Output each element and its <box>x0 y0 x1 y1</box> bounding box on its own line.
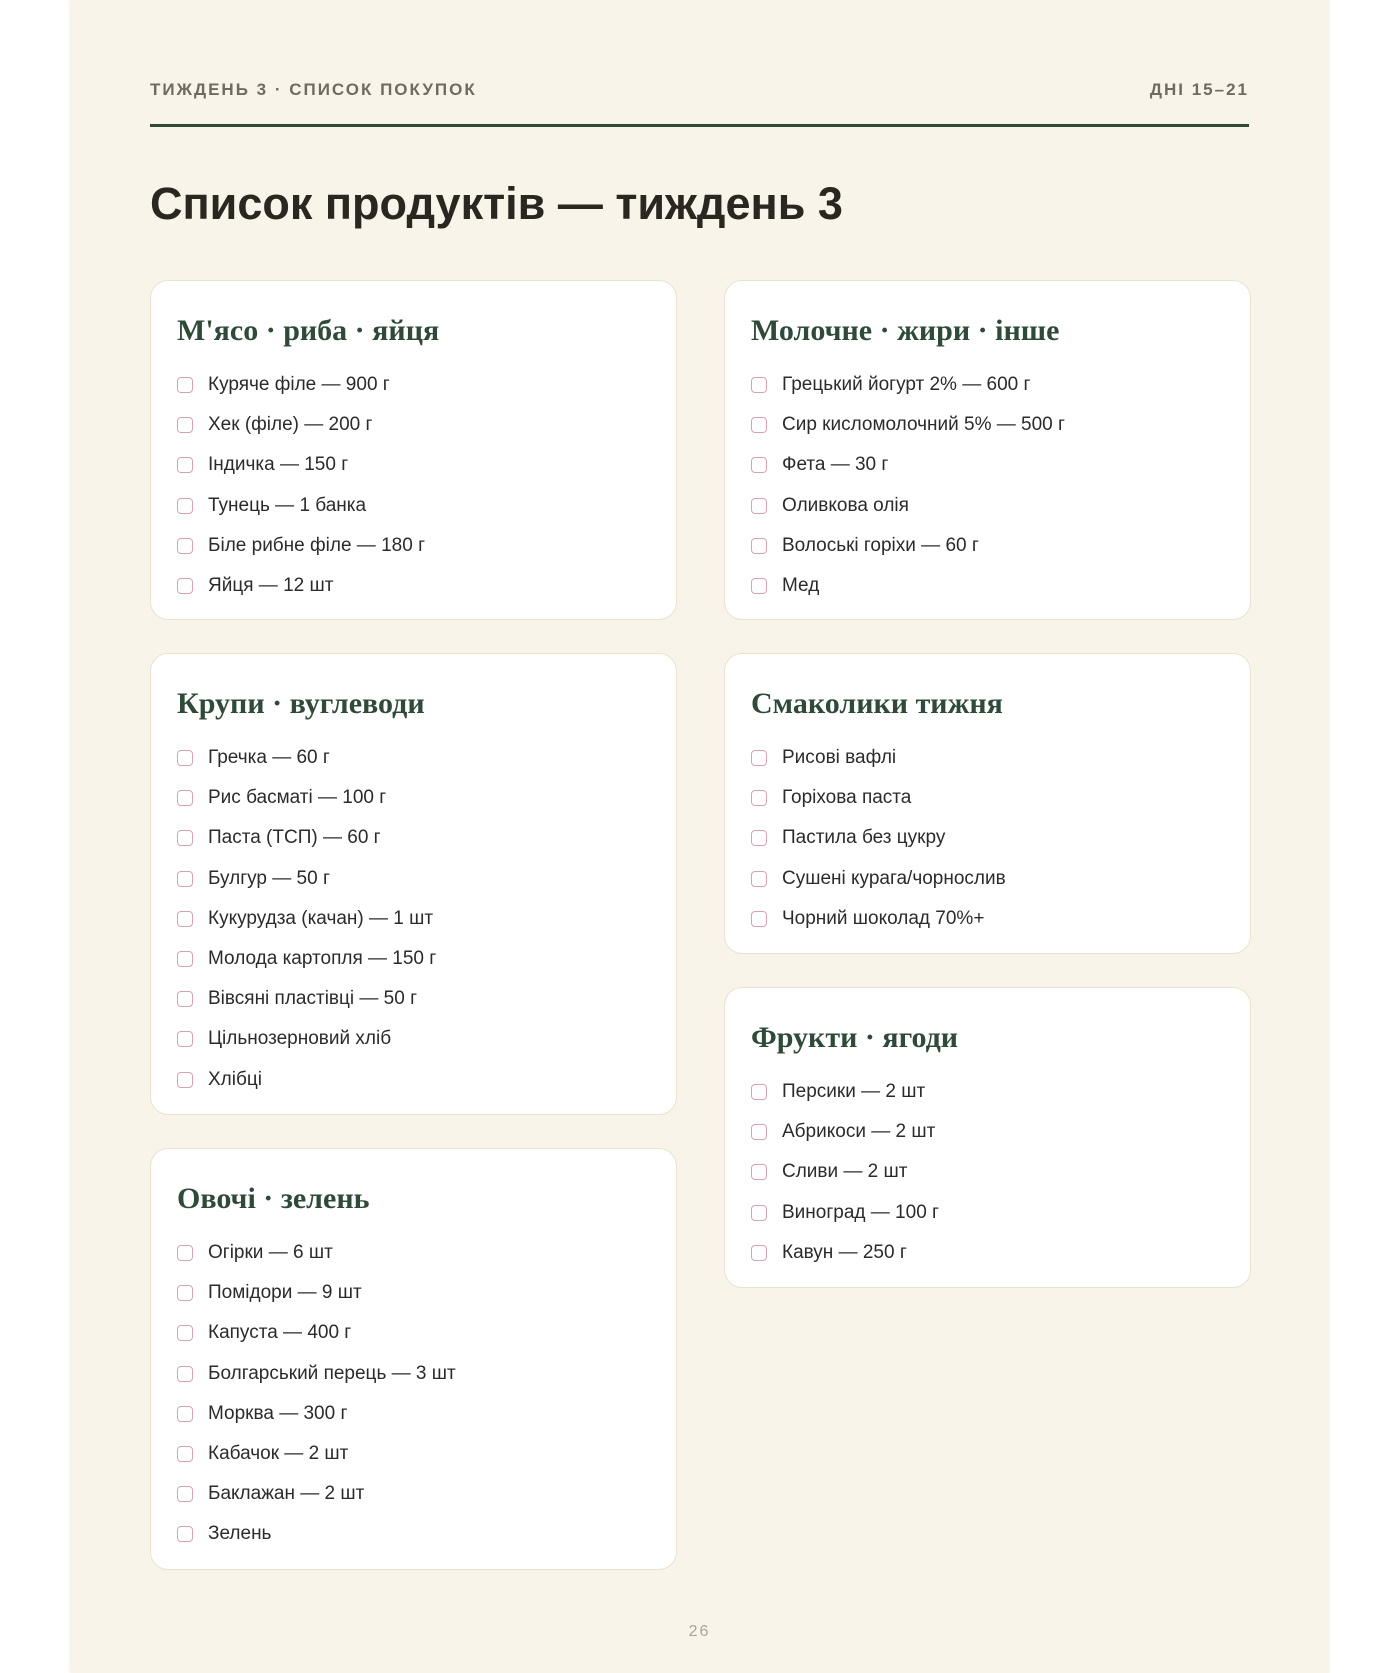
card-veg <box>150 1148 677 1570</box>
checklist-item[interactable] <box>751 1152 1224 1192</box>
item-label: Зелень <box>208 1523 272 1545</box>
item-label: Огірки — 6 шт <box>208 1242 333 1264</box>
item-label: Паста (ТСП) — 60 г <box>208 827 381 849</box>
checkbox[interactable] <box>751 417 767 433</box>
checkbox[interactable] <box>751 830 767 846</box>
header-rule <box>150 124 1249 127</box>
checklist-item[interactable] <box>177 526 650 566</box>
checkbox[interactable] <box>177 457 193 473</box>
checklist-item[interactable] <box>177 1354 650 1394</box>
checkbox[interactable] <box>177 871 193 887</box>
card-heading: Овочі · зелень <box>177 1182 370 1215</box>
checkbox[interactable] <box>751 578 767 594</box>
checklist-item[interactable] <box>177 566 650 606</box>
item-label: Яйця — 12 шт <box>208 575 334 597</box>
checklist-item[interactable] <box>751 738 1224 778</box>
checkbox[interactable] <box>177 498 193 514</box>
card-heading: М'ясо · риба · яйця <box>177 314 440 347</box>
checkbox[interactable] <box>177 1031 193 1047</box>
header-right: ДНІ 15–21 <box>1149 80 1249 99</box>
checklist-item[interactable] <box>751 445 1224 485</box>
checkbox[interactable] <box>177 951 193 967</box>
checklist-item[interactable] <box>177 778 650 818</box>
item-label: Болгарський перець — 3 шт <box>208 1362 456 1384</box>
item-label: Оливкова олія <box>782 494 909 516</box>
page-number: 26 <box>688 1623 711 1640</box>
checkbox[interactable] <box>177 1325 193 1341</box>
item-label: Помідори — 9 шт <box>208 1282 362 1304</box>
checkbox[interactable] <box>177 1406 193 1422</box>
item-label: Молода картопля — 150 г <box>208 948 437 970</box>
checklist-item[interactable] <box>177 1313 650 1353</box>
item-label: Вівсяні пластівці — 50 г <box>208 988 418 1010</box>
checkbox[interactable] <box>177 911 193 927</box>
checklist <box>177 1233 650 1555</box>
checkbox[interactable] <box>177 1285 193 1301</box>
item-label: Хлібці <box>208 1068 262 1090</box>
item-label: Хек (філе) — 200 г <box>208 414 373 436</box>
checklist-item[interactable] <box>751 1193 1224 1233</box>
checklist <box>751 1072 1224 1273</box>
checkbox[interactable] <box>177 830 193 846</box>
checklist-item[interactable] <box>177 1514 650 1554</box>
item-label: Біле рибне філе — 180 г <box>208 534 425 556</box>
document-page <box>70 0 1329 1673</box>
checklist-item[interactable] <box>751 365 1224 405</box>
item-label: Капуста — 400 г <box>208 1322 352 1344</box>
item-label: Грецький йогурт 2% — 600 г <box>782 374 1031 396</box>
checklist-item[interactable] <box>177 445 650 485</box>
checklist <box>751 365 1224 606</box>
page-title: Список продуктів — тиждень 3 <box>150 178 843 229</box>
checkbox[interactable] <box>751 498 767 514</box>
item-label: Кабачок — 2 шт <box>208 1443 349 1465</box>
item-label: Морква — 300 г <box>208 1402 348 1424</box>
checklist <box>177 365 650 606</box>
item-label: Абрикоси — 2 шт <box>782 1121 936 1143</box>
checklist-item[interactable] <box>177 1434 650 1474</box>
item-label: Цільнозерновий хліб <box>208 1028 392 1050</box>
checklist-item[interactable] <box>751 486 1224 526</box>
checkbox[interactable] <box>177 1245 193 1261</box>
checkbox[interactable] <box>177 578 193 594</box>
checkbox[interactable] <box>751 1124 767 1140</box>
checklist-item[interactable] <box>177 818 650 858</box>
checklist-item[interactable] <box>177 899 650 939</box>
item-label: Гречка — 60 г <box>208 747 330 769</box>
checkbox[interactable] <box>751 790 767 806</box>
checkbox[interactable] <box>751 871 767 887</box>
checklist-item[interactable] <box>177 1474 650 1514</box>
checklist-item[interactable] <box>177 1060 650 1100</box>
checklist-item[interactable] <box>177 859 650 899</box>
checkbox[interactable] <box>177 750 193 766</box>
running-header <box>150 80 1249 100</box>
checkbox[interactable] <box>177 790 193 806</box>
checklist-item[interactable] <box>751 1072 1224 1112</box>
checklist-item[interactable] <box>177 738 650 778</box>
card-grains <box>150 653 677 1115</box>
checkbox[interactable] <box>751 1205 767 1221</box>
item-label: Кавун — 250 г <box>782 1241 907 1263</box>
item-label: Рисові вафлі <box>782 747 897 769</box>
checklist-item[interactable] <box>751 818 1224 858</box>
checklist-item[interactable] <box>177 939 650 979</box>
item-label: Персики — 2 шт <box>782 1081 926 1103</box>
item-label: Волоські горіхи — 60 г <box>782 534 979 556</box>
card-heading: Фрукти · ягоди <box>751 1021 959 1054</box>
card-treats <box>724 653 1251 954</box>
checkbox[interactable] <box>177 991 193 1007</box>
item-label: Сушені курага/чорнослив <box>782 867 1006 889</box>
checklist-item[interactable] <box>751 405 1224 445</box>
item-label: Мед <box>782 575 820 597</box>
checkbox[interactable] <box>177 1446 193 1462</box>
checkbox[interactable] <box>751 457 767 473</box>
item-label: Куряче філе — 900 г <box>208 374 390 396</box>
card-fruit <box>724 987 1251 1288</box>
checkbox[interactable] <box>751 1084 767 1100</box>
item-label: Рис басматі — 100 г <box>208 787 387 809</box>
item-label: Кукурудза (качан) — 1 шт <box>208 907 434 929</box>
checklist-item[interactable] <box>751 526 1224 566</box>
checklist-item[interactable] <box>177 1233 650 1273</box>
item-label: Тунець — 1 банка <box>208 494 367 516</box>
checkbox[interactable] <box>751 1245 767 1261</box>
item-label: Булгур — 50 г <box>208 867 330 889</box>
checkbox[interactable] <box>177 1526 193 1542</box>
checklist-item[interactable] <box>751 1233 1224 1273</box>
card-heading: Смаколики тижня <box>751 687 1003 720</box>
checkbox[interactable] <box>177 1366 193 1382</box>
card-meat <box>150 280 677 620</box>
checklist-item[interactable] <box>177 365 650 405</box>
checklist <box>177 738 650 1100</box>
checklist-item[interactable] <box>177 1273 650 1313</box>
checkbox[interactable] <box>751 1164 767 1180</box>
checklist-item[interactable] <box>177 405 650 445</box>
checklist-item[interactable] <box>751 566 1224 606</box>
checklist-item[interactable] <box>751 899 1224 939</box>
card-dairy <box>724 280 1251 620</box>
checklist-item[interactable] <box>177 1019 650 1059</box>
item-label: Сир кисломолочний 5% — 500 г <box>782 414 1065 436</box>
item-label: Виноград — 100 г <box>782 1201 939 1223</box>
checkbox[interactable] <box>177 417 193 433</box>
checkbox[interactable] <box>177 1486 193 1502</box>
card-heading: Молочне · жири · інше <box>751 314 1060 347</box>
checklist-item[interactable] <box>177 1394 650 1434</box>
item-label: Горіхова паста <box>782 787 912 809</box>
checkbox[interactable] <box>177 1072 193 1088</box>
item-label: Фета — 30 г <box>782 454 889 476</box>
checkbox[interactable] <box>177 377 193 393</box>
checkbox[interactable] <box>177 538 193 554</box>
checkbox[interactable] <box>751 538 767 554</box>
item-label: Чорний шоколад 70%+ <box>782 907 985 929</box>
checklist-item[interactable] <box>177 979 650 1019</box>
checkbox[interactable] <box>751 911 767 927</box>
checkbox[interactable] <box>751 750 767 766</box>
checklist <box>751 738 1224 939</box>
item-label: Пастила без цукру <box>782 827 946 849</box>
header-left: ТИЖДЕНЬ 3 · СПИСОК ПОКУПОК <box>150 80 477 99</box>
checklist-item[interactable] <box>751 1112 1224 1152</box>
checklist-item[interactable] <box>751 859 1224 899</box>
item-label: Сливи — 2 шт <box>782 1161 908 1183</box>
item-label: Індичка — 150 г <box>208 454 349 476</box>
checklist-item[interactable] <box>177 486 650 526</box>
card-heading: Крупи · вуглеводи <box>177 687 425 720</box>
item-label: Баклажан — 2 шт <box>208 1483 365 1505</box>
checklist-item[interactable] <box>751 778 1224 818</box>
checkbox[interactable] <box>751 377 767 393</box>
